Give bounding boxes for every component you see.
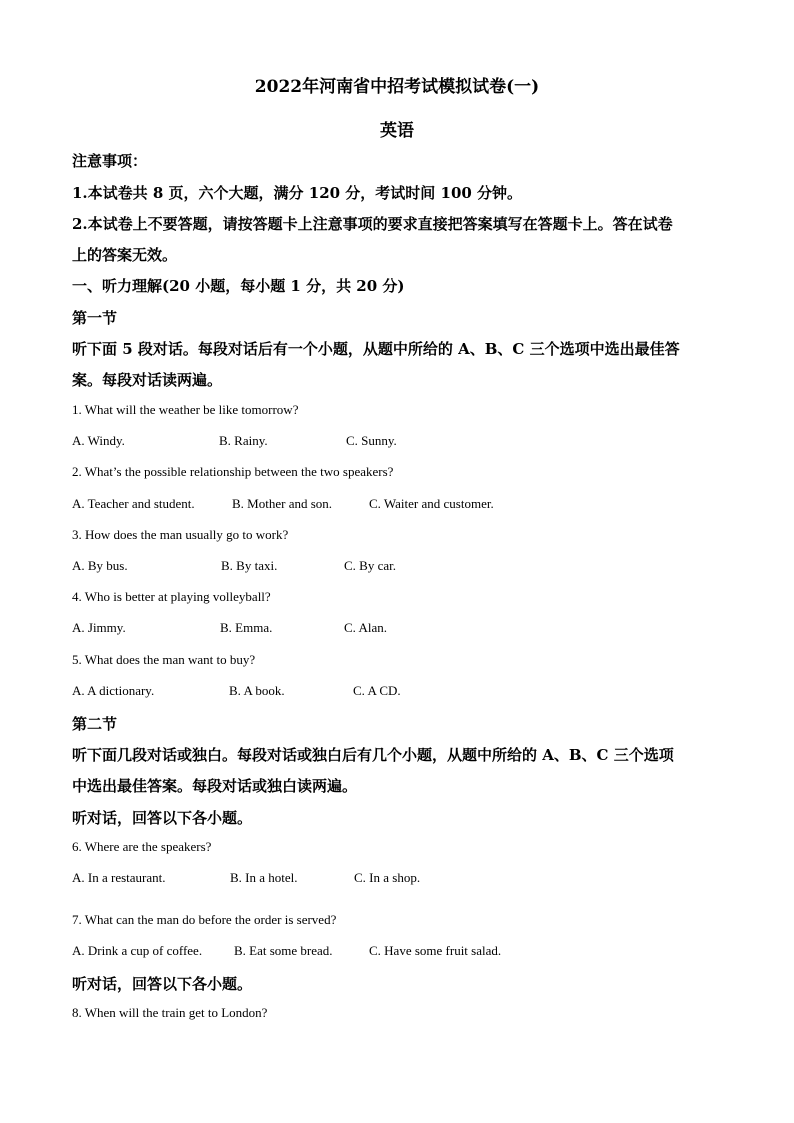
question-3: 3. How does the man usually go to work? — [72, 527, 289, 542]
question-5-option-c: C. A CD. — [353, 683, 401, 698]
question-3-option-b: B. By taxi. — [221, 558, 278, 573]
question-3-option-c: C. By car. — [344, 558, 396, 573]
section2-instruction-line-2: 中选出最佳答案。每段对话或独白读两遍。 — [72, 777, 358, 795]
question-6: 6. Where are the speakers? — [72, 839, 212, 854]
question-8: 8. When will the train get to London? — [72, 1005, 268, 1020]
question-4-option-a: A. Jimmy. — [72, 620, 126, 635]
question-7-option-c: C. Have some fruit salad. — [369, 943, 502, 958]
question-4-option-b: B. Emma. — [220, 620, 273, 635]
question-5-option-a: A. A dictionary. — [72, 683, 155, 698]
notice-item-1: 1.本试卷共 8 页，六个大题，满分 120 分，考试时间 100 分钟。 — [72, 184, 523, 202]
section2-heading: 第二节 — [72, 715, 118, 733]
question-1-option-b: B. Rainy. — [219, 433, 268, 448]
question-5: 5. What does the man want to buy? — [72, 652, 256, 667]
question-1: 1. What will the weather be like tomorrow? — [72, 402, 299, 417]
question-4-option-c: C. Alan. — [344, 620, 387, 635]
question-2-option-c: C. Waiter and customer. — [369, 496, 494, 511]
section2-instruction-line-1: 听下面几段对话或独白。每段对话或独白后有几个小题，从题中所给的 A、B、C 三个选项 — [72, 746, 674, 764]
listen-prompt-1: 听对话，回答以下各小题。 — [72, 809, 253, 827]
question-2-option-a: A. Teacher and student. — [72, 496, 195, 511]
section1-instruction-line-2: 案。每段对话读两遍。 — [72, 371, 223, 389]
question-6-option-b: B. In a hotel. — [230, 870, 298, 885]
listen-prompt-2: 听对话，回答以下各小题。 — [72, 975, 253, 993]
subject-title: 英语 — [380, 121, 414, 141]
question-7-option-a: A. Drink a cup of coffee. — [72, 943, 203, 958]
question-3-option-a: A. By bus. — [72, 558, 128, 573]
question-6-option-c: C. In a shop. — [354, 870, 421, 885]
question-1-option-c: C. Sunny. — [346, 433, 397, 448]
question-2-option-b: B. Mother and son. — [232, 496, 333, 511]
section1-heading: 第一节 — [72, 309, 118, 327]
notice-heading: 注意事项： — [72, 152, 148, 170]
question-7: 7. What can the man do before the order is served? — [72, 912, 337, 927]
question-6-option-a: A. In a restaurant. — [72, 870, 166, 885]
question-2: 2. What’s the possible relationship between the two speakers? — [72, 464, 394, 479]
notice-item-2-line-1: 2.本试卷上不要答题，请按答题卡上注意事项的要求直接把答案填写在答题卡上。答在试卷 — [72, 215, 673, 233]
question-1-option-a: A. Windy. — [72, 433, 125, 448]
question-4: 4. Who is better at playing volleyball? — [72, 589, 271, 604]
notice-item-2-line-2: 上的答案无效。 — [72, 246, 178, 264]
question-5-option-b: B. A book. — [229, 683, 285, 698]
section1-instruction-line-1: 听下面 5 段对话。每段对话后有一个小题，从题中所给的 A、B、C 三个选项中选出最佳答 — [72, 340, 680, 358]
part1-title: 一、听力理解(20 小题，每小题 1 分，共 20 分) — [72, 277, 405, 295]
question-7-option-b: B. Eat some bread. — [234, 943, 333, 958]
page-title: 2022年河南省中招考试模拟试卷(一) — [254, 77, 540, 97]
